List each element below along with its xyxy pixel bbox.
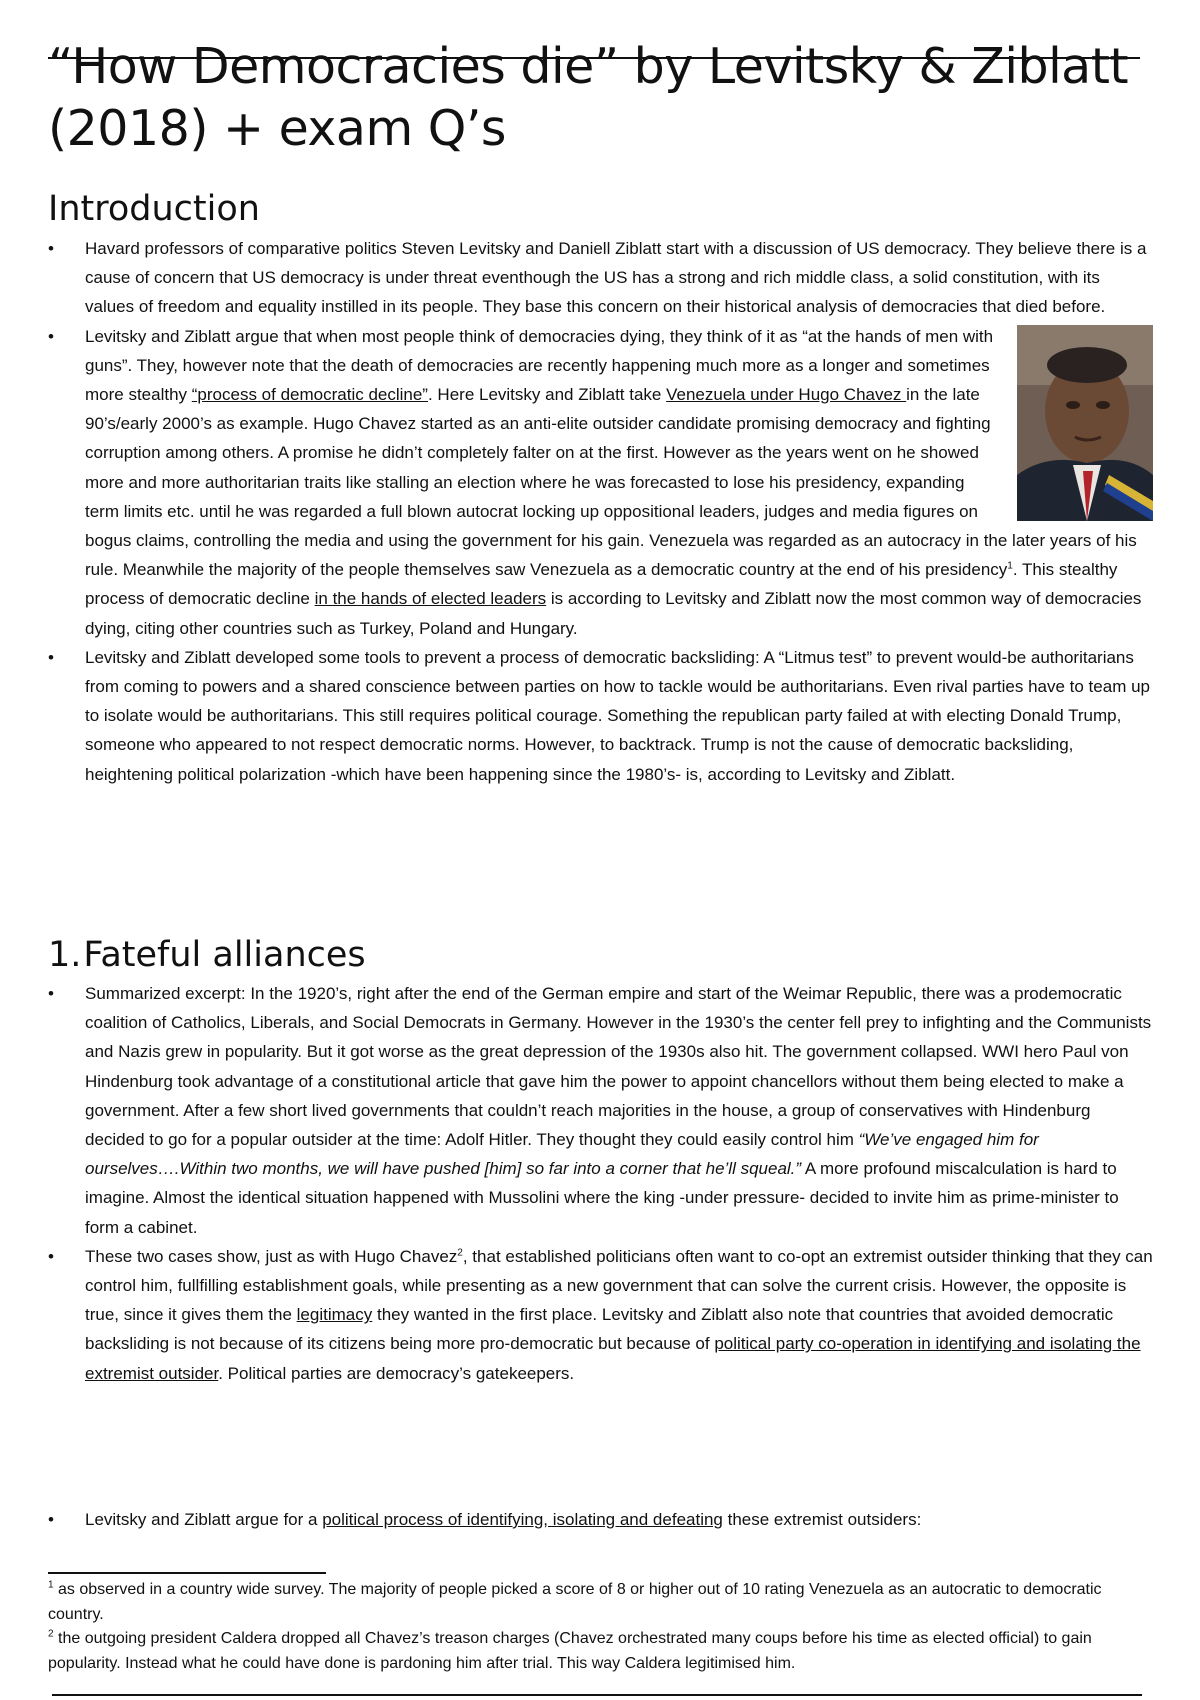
portrait-illustration <box>1017 325 1153 521</box>
party-cooperation-phrase: political party co-operation in identifying and isolating the extremist outsider <box>85 1334 1141 1383</box>
section-number: 1. <box>48 935 82 975</box>
footnote-2-mark: 2 <box>48 1628 54 1640</box>
bullet-icon: • <box>48 239 54 258</box>
identifying-isolating-defeating-phrase: political process of identifying, isolating and defeating <box>322 1510 723 1529</box>
bullet-icon: • <box>48 647 54 667</box>
intro-bullet-3-text: Levitsky and Ziblatt developed some tools to prevent a process of democratic backsliding: A “Litmus test” to prevent would-be authoritarians from coming to powers and a shared conscience between parties on how to tackle would be authoritarians. Even rival parties have to team up to isolate would be authoritarians. This still requires political courage. Something the republican party failed at with electing Donald Trump, someone who appeared to not respect democratic norms. However, to backtrack. Trump is not the cause of democratic backsliding, heightening political polarization -which have been happening since the 1980’s- is, according to Levitsky and Ziblatt. <box>85 647 1150 784</box>
section-title: Fateful alliances <box>83 935 366 975</box>
s1-bullet-1-text-2: A more profound miscalculation is hard to imagine. Almost the identical situation happened with Mussolini where the king -under pressure- decided to invite him as prime-minister to form a cabinet. <box>85 1159 1119 1237</box>
introduction-heading: Introduction <box>48 189 260 229</box>
footnote-separator <box>48 1572 326 1574</box>
intro-bullet-2-text-1: Levitsky and Ziblatt argue that when most people think of democracies dying, they think of it as “at the hands of men with guns”. They, however note that the death of democracies are recently happening much more as a longer and sometimes more stealthy <box>85 326 994 405</box>
elected-leaders-phrase: in the hands of elected leaders <box>314 589 547 609</box>
document-title: “How Democracies die” by Levitsky & Ziblatt (2018) + exam Q’s <box>48 38 1129 157</box>
intro-bullet-2-text-3: in the late 90’s/early 2000’s as example. Hugo Chavez started as an anti-elite outsider candidate promising democracy and fighting corruption among others. A promise he didn’t completely falter on at the first. However as the years went on he showed more and more authoritarian traits like stalling an election where he was forecasted to lose his presidency, expanding term limits etc. until he was regarded a full blown autocrat locking up oppositional leaders, judges and media figures on bogus claims, controlling the media and using the government for his gain. Venezuela was regarded as an autocracy in the later years of his rule. Meanwhile the majority of the people themselves saw Venezuela as a democratic country at the end of his presidency <box>85 385 1137 580</box>
page-bottom-rule <box>52 1694 1142 1696</box>
section-1-list <box>48 979 1153 1388</box>
venezuela-under-chavez-phrase: Venezuela under Hugo Chavez <box>666 385 907 405</box>
s1-bullet-3-text-1: Levitsky and Ziblatt argue for a <box>85 1510 323 1529</box>
s1-bullet-1-text-1: Summarized excerpt: In the 1920’s, right after the end of the German empire and start of the Weimar Republic, there was a prodemocratic coalition of Catholics, Liberals, and Social Democrats in Germany. However in the 1930’s the center fell prey to infighting and the Communists and Nazis grew in popularity. But it got worse as the great depression of the 1930s also hit. The government collapsed. WWI hero Paul von Hindenburg took advantage of a constitutional article that gave him the power to appoint chancellors without them being elected to make a government. After a few short lived governments that couldn’t reach majorities in the house, a group of conservatives with Hindenburg decided to go for a popular outsider at the time: Adolf Hitler. They thought they could easily control him <box>85 984 1152 1150</box>
s1-bullet-2-text-3: they wanted in the first place. Levitsky and Ziblatt also note that countries that avoided democratic backsliding is not because of its citizens being more pro-democratic but because of <box>85 1305 1114 1354</box>
s1-bullet-2-text-2: , that established politicians often want to co-opt an extremist outsider thinking that they can control him, fullfilling establishment goals, while presenting as a new government that can solve the current crisis. However, the opposite is true, since it gives them the <box>85 1246 1153 1325</box>
footnote-ref-1[interactable]: 1 <box>1007 560 1013 572</box>
bullet-icon: • <box>48 1246 54 1266</box>
footnotes <box>48 1578 1158 1676</box>
section-1-heading <box>48 934 366 976</box>
legitimacy-phrase: legitimacy <box>296 1305 373 1325</box>
footnote-2-text: the outgoing president Caldera dropped all Chavez’s treason charges (Chavez orchestrated many coups before his time as elected official) to gain popularity. Instead what he could have done is pardoning him after trial. This way Caldera legitimised him. <box>48 1630 1092 1672</box>
introduction-list <box>48 234 1153 789</box>
list-item <box>48 234 1153 322</box>
s1-bullet-3-text-2: these extremist outsiders: <box>722 1510 922 1529</box>
s1-bullet-2-text-1: These two cases show, just as with Hugo Chavez <box>85 1246 458 1266</box>
process-of-democratic-decline-phrase: “process of democratic decline” <box>191 385 428 405</box>
hugo-chavez-portrait <box>1017 325 1153 521</box>
bullet-icon: • <box>48 984 54 1003</box>
list-item <box>48 322 1153 643</box>
bullet-icon: • <box>48 326 54 346</box>
bullet-icon: • <box>48 1510 54 1529</box>
footnote-1 <box>48 1578 1158 1627</box>
list-item <box>48 979 1153 1242</box>
hitler-quote: “We’ve engaged him for ourselves….Within two months, we will have pushed [him] so far into a corner that he’ll squeal.” <box>85 1130 1039 1179</box>
list-item <box>48 1242 1153 1388</box>
s1-bullet-2-text-4: . Political parties are democracy’s gatekeepers. <box>218 1363 575 1383</box>
list-item <box>48 643 1153 789</box>
intro-bullet-2-text-4: . This stealthy process of democratic decline <box>85 560 1118 609</box>
intro-bullet-1-text: Havard professors of comparative politics Steven Levitsky and Daniell Ziblatt start with a discussion of US democracy. They believe there is a cause of concern that US democracy is under threat eventhough the US has a strong and rich middle class, a solid constitution, with its values of freedom and equality instilled in its people. They base this concern on their historical analysis of democracies that died before. <box>85 239 1147 317</box>
footnote-1-text: as observed in a country wide survey. The majority of people picked a score of 8 or higher out of 10 rating Venezuela as an autocratic to democratic country. <box>48 1581 1102 1623</box>
list-item <box>48 1505 1153 1534</box>
section-1-list-continued <box>48 1505 1153 1534</box>
intro-bullet-2-text-2: . Here Levitsky and Ziblatt take <box>427 385 667 405</box>
footnote-1-mark: 1 <box>48 1579 54 1591</box>
intro-bullet-2-text-5: is according to Levitsky and Ziblatt now the most common way of democracies dying, citing other countries such as Turkey, Poland and Hungary. <box>85 589 1142 638</box>
footnote-2 <box>48 1627 1158 1676</box>
footnote-ref-2[interactable]: 2 <box>457 1247 463 1259</box>
